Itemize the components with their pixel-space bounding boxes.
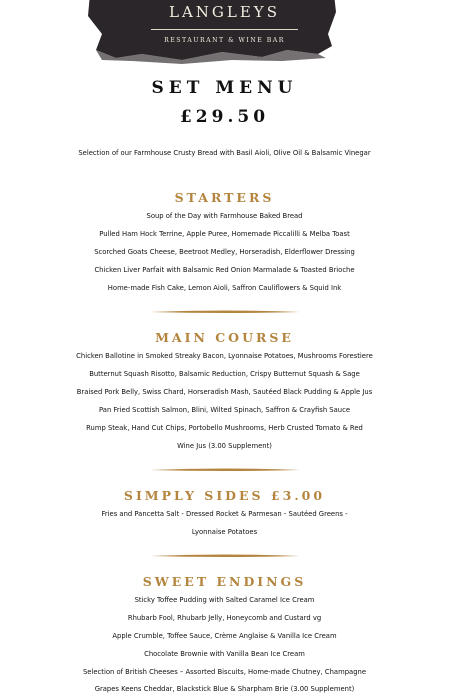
menu-price: £29.50 [179, 107, 270, 127]
starters-item: Soup of the Day with Farmhouse Baked Bread [146, 212, 303, 220]
bread-intro: Selection of our Farmhouse Crusty Bread with Basil Aioli, Olive Oil & Balsamic Vinegar [78, 149, 371, 157]
sides-heading: SIMPLY SIDES £3.00 [123, 488, 326, 503]
main-course-item: Chicken Ballotine in Smoked Streaky Bacon, Lyonnaise Potatoes, Mushrooms Forestiere [76, 352, 373, 360]
section-divider [150, 468, 300, 472]
dessert-item: Selection of British Cheeses – Assorted Biscuits, Home-made Chutney, Champagne [82, 668, 366, 676]
starters-item: Scorched Goats Cheese, Beetroot Medley, Horseradish, Elderflower Dressing [94, 248, 355, 256]
main-course-heading: MAIN COURSE [155, 330, 294, 345]
menu-title: SET MENU [151, 78, 298, 98]
main-course-item: Butternut Squash Risotto, Balsamic Reduction, Crispy Butternut Squash & Sage [89, 370, 360, 378]
dessert-item: Chocolate Brownie with Vanilla Bean Ice Cream [144, 650, 305, 658]
section-divider [150, 554, 300, 558]
dessert-item: Apple Crumble, Toffee Sauce, Crème Anglaise & Vanilla Ice Cream [112, 632, 337, 640]
sweet-endings-heading: SWEET ENDINGS [142, 574, 307, 589]
starters-item: Chicken Liver Parfait with Balsamic Red Onion Marmalade & Toasted Brioche [94, 266, 355, 274]
main-course-item: Rump Steak, Hand Cut Chips, Portobello Mushrooms, Herb Crusted Tomato & Red [86, 424, 363, 432]
dessert-item: Rhubarb Fool, Rhubarb Jelly, Honeycomb and Custard vg [127, 614, 322, 622]
sides-item: Lyonnaise Potatoes [191, 528, 258, 536]
brand-rule [151, 29, 298, 30]
brand-name: LANGLEYS [169, 3, 280, 21]
brand-tagline: RESTAURANT & WINE BAR [164, 37, 285, 44]
main-course-item: Pan Fried Scottish Salmon, Blini, Wilted Spinach, Saffron & Crayfish Sauce [99, 406, 350, 414]
starters-heading: STARTERS [174, 190, 275, 205]
section-divider [150, 310, 300, 314]
dessert-item: Grapes Keens Cheddar, Blackstick Blue & Sharpham Brie (3.00 Supplement) [94, 685, 355, 693]
main-course-item: Wine Jus (3.00 Supplement) [177, 442, 272, 450]
sides-item: Fries and Pancetta Salt - Dressed Rocket & Parmesan - Sautéed Greens - [101, 510, 348, 518]
starters-item: Home-made Fish Cake, Lemon Aioli, Saffron Cauliflowers & Squid Ink [107, 284, 342, 292]
dessert-item: Sticky Toffee Pudding with Salted Caramel Ice Cream [134, 596, 315, 604]
main-course-item: Braised Pork Belly, Swiss Chard, Horseradish Mash, Sautéed Black Pudding & Apple Jus [76, 388, 373, 396]
starters-item: Pulled Ham Hock Terrine, Apple Puree, Homemade Piccalilli & Melba Toast [99, 230, 350, 238]
